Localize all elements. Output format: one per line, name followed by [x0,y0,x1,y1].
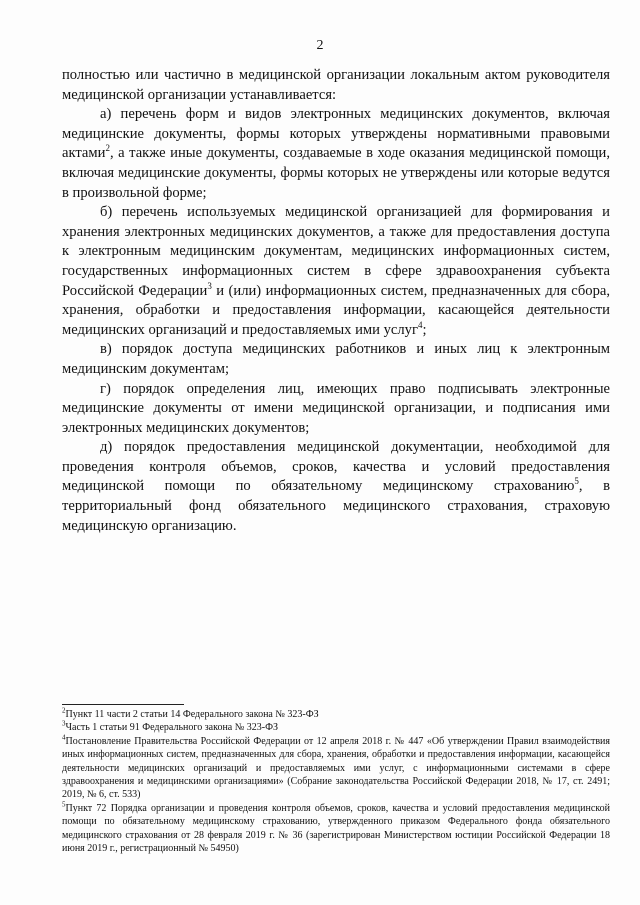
footnote-ref-3: 3 [207,280,212,291]
item-d-text-cont: , в территориальный фонд обязательного медицинского страхования, страховую медицинскую организацию. [62,478,610,534]
item-b-text-cont: и (или) информационных систем, предназначенных для сбора, хранения, обработки и предоставления информации, касающейся деятельности медицинских организаций и предоставляемых ими услуг [62,282,610,338]
footnote-ref-4: 4 [417,319,423,330]
footnote-text: Пункт 72 Порядка организации и проведения контроля объемов, сроков, качества и условий предоставления медицинской помощи по обязательному медицинскому страхованию, утвержденного приказом Федерального фонда обязательного медицинского страхования от 28 февраля 2019 г. № 36 (зарегистрирован Министерством юстиции Российской Федерации 18 июня 2019 г., регистрационный № 54950) [62,802,610,855]
item-a-text-cont: , а также иные документы, создаваемые в ходе оказания медицинской помощи, включая медицинские документы, формы которых не утверждены или которые ведутся в произвольной форме; [62,145,610,201]
footnote-2 [62,708,610,721]
footnote-mark: 2 [62,706,66,715]
paragraph-item-a [62,105,610,203]
body-text [62,66,610,536]
item-b-text: б) перечень используемых медицинской организацией для формирования и хранения электронных медицинских документов, а также для предоставления доступа к электронным медицинским документам, медицинских информационных систем, государственных информационных систем в сфере здравоохранения субъекта Российской Федерации [62,204,610,299]
paragraph-item-b [62,203,610,340]
footnote-mark: 4 [62,733,66,742]
paragraph-intro: полностью или частично в медицинской организации локальным актом руководителя медицинской организации устанавливается: [62,67,610,103]
item-d-text: д) порядок предоставления медицинской документации, необходимой для проведения контроля объемов, сроков, качества и условий предоставления медицинской помощи по обязательному медицинскому страхованию [62,439,610,495]
footnote-ref-2: 2 [105,143,110,154]
footnotes [62,708,610,855]
paragraph-item-v: в) порядок доступа медицинских работников и иных лиц к электронным медицинским документам; [62,341,610,377]
footnote-ref-5: 5 [574,476,579,487]
footnote-separator [62,704,184,705]
footnote-text: Постановление Правительства Российской Федерации от 12 апреля 2018 г. № 447 «Об утверждении Правил взаимодействия иных информационных систем, предназначенных для сбора, хранения, обработки и предоставления информации, касающейся деятельности медицинских организаций и предоставляемых ими услуг, с информационными системами в сфере здравоохранения и медицинскими организациями» (Собрание законодательства Российской Федерации 2018, № 17, ст. 2491; 2019, № 6, ст. 533) [62,735,610,801]
footnote-4 [62,735,610,802]
paragraph-item-d [62,438,610,536]
item-b-text-end: ; [422,321,427,338]
footnote-text: Часть 1 статьи 91 Федерального закона № 323-ФЗ [65,722,279,734]
page-number: 2 [316,38,324,53]
item-a-text: а) перечень форм и видов электронных медицинских документов, включая медицинские документы, формы которых утверждены нормативными правовыми актами [62,106,610,162]
footnote-mark: 3 [62,720,66,729]
footnote-5 [62,802,610,856]
footnote-mark: 5 [62,800,66,809]
footnote-3 [62,721,610,734]
footnote-text: Пункт 11 части 2 статьи 14 Федерального закона № 323-ФЗ [65,709,319,720]
paragraph-item-g: г) порядок определения лиц, имеющих право подписывать электронные медицинские документы от имени медицинской организации, и подписания ими электронных медицинских документов; [62,380,610,436]
